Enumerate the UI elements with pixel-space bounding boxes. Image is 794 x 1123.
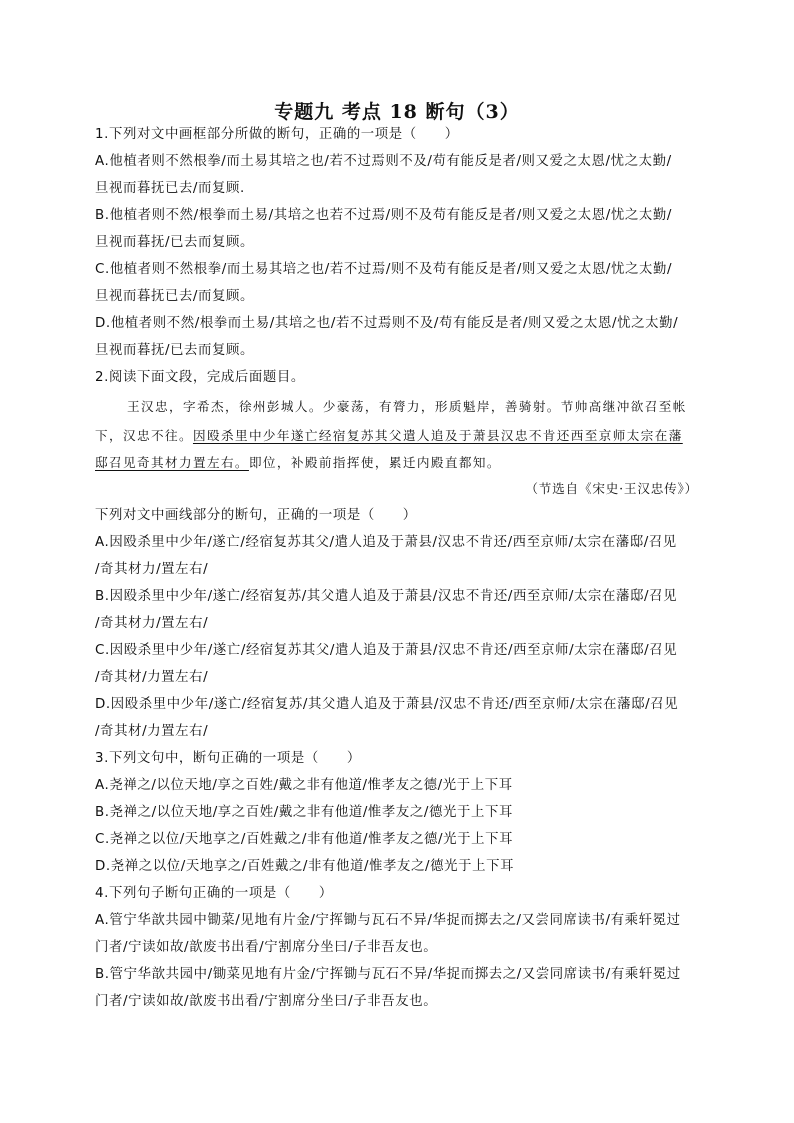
q2-passage-line1: 王汉忠，字希杰，徐州彭城人。少豪荡，有膂力，形质魁岸，善骑射。节帅高继冲欲召至帐 — [127, 399, 687, 414]
page-title: 专题九 考点 18 断句（3） — [274, 101, 520, 123]
q2-option-c-line1: C.因殴杀里中少年/遂亡/经宿复苏其父/遣人追及于萧县/汉忠不肯还/西至京师/太宗在藩邸/召见 — [95, 643, 678, 658]
q2-passage-line3-plain: 即位，补殿前指挥使，累迁内殿直都知。 — [248, 455, 501, 470]
q1-option-b-line1: B.他植者则不然/根拳而土易/其培之也若不过焉/则不及苟有能反是者/则又爱之太恩/忧之太勤/ — [95, 208, 672, 223]
q3-option-c: C.尧禅之以位/天地享之/百姓戴之/非有他道/惟孝友之德/光于上下耳 — [95, 832, 514, 847]
q2-option-a-line2: /奇其材力/置左右/ — [95, 562, 209, 577]
q2-option-b-line2: /奇其材力/置左右/ — [95, 616, 209, 631]
q2-passage-line2 — [95, 426, 705, 446]
q3-option-a: A.尧禅之/以位天地/享之百姓/戴之非有他道/惟孝友之德/光于上下耳 — [95, 778, 513, 793]
q2-option-b-line1: B.因殴杀里中少年/遂亡/经宿复苏/其父遣人追及于萧县/汉忠不肯还/西至京师/太宗在藩邸/召见 — [95, 589, 678, 604]
q2-passage-underlined-1: 因殴杀里中少年遂亡经宿复苏其父遣人追及于萧县汉忠不肯还西至京师太宗在藩 — [192, 428, 683, 443]
q2-passage-line2-plain: 下，汉忠不往。 — [95, 428, 193, 443]
q4-option-a-line2: 门者/宁读如故/歆废书出看/宁割席分坐曰/子非吾友也。 — [95, 940, 438, 955]
q3-stem: 3.下列文句中，断句正确的一项是（ ） — [95, 751, 361, 766]
q2-option-c-line2: /奇其材/力置左右/ — [95, 670, 209, 685]
q2-option-d-line1: D.因殴杀里中少年/遂亡/经宿复苏/其父遣人追及于萧县/汉忠不肯还/西至京师/太宗在藩邸/召见 — [95, 697, 679, 712]
q3-option-d: D.尧禅之以位/天地享之/百姓戴之/非有他道/惟孝友之/德光于上下耳 — [95, 859, 515, 874]
q2-passage-line3 — [95, 453, 705, 473]
q1-option-d-line1: D.他植者则不然/根拳而土易/其培之也/若不过焉则不及/苟有能反是者/则又爱之太恩/忧之太勤/ — [95, 316, 679, 331]
q2-option-d-line2: /奇其材/力置左右/ — [95, 724, 209, 739]
q1-option-c-line1: C.他植者则不然根拳/而土易其培之也/若不过焉/则不及苟有能反是者/则又爱之太恩/忧之太勤/ — [95, 262, 673, 277]
q1-option-b-line2: 旦视而暮抚/已去而复顾。 — [95, 235, 255, 250]
q1-stem: 1.下列对文中画框部分所做的断句，正确的一项是（ ） — [95, 127, 459, 142]
q1-option-a-line1: A.他植者则不然根拳/而土易其培之也/若不过焉则不及/苟有能反是者/则又爱之太恩/忧之太勤/ — [95, 154, 672, 169]
q2-question: 下列对文中画线部分的断句，正确的一项是（ ） — [95, 508, 417, 523]
q4-option-a-line1: A.管宁华歆共园中锄菜/见地有片金/宁挥锄与瓦石不异/华捉而掷去之/又尝同席读书/有乘轩冕过 — [95, 913, 681, 928]
q4-option-b-line1: B.管宁华歆共园中/锄菜见地有片金/宁挥锄与瓦石不异/华捉而掷去之/又尝同席读书/有乘轩冕过 — [95, 967, 681, 982]
q1-option-c-line2: 旦视而暮抚已去/而复顾。 — [95, 289, 255, 304]
q4-stem: 4.下列句子断句正确的一项是（ ） — [95, 886, 333, 901]
q1-option-a-line2: 旦视而暮抚已去/而复顾. — [95, 181, 245, 196]
q3-option-b: B.尧禅之/以位天地/享之百姓/戴之非有他道/惟孝友之/德光于上下耳 — [95, 805, 513, 820]
q2-option-a-line1: A.因殴杀里中少年/遂亡/经宿复苏其父/遣人追及于萧县/汉忠不肯还/西至京师/太宗在藩邸/召见 — [95, 535, 677, 550]
q4-option-b-line2: 门者/宁读如故/歆废书出看/宁割席分坐曰/子非吾友也。 — [95, 994, 438, 1009]
q2-stem: 2.阅读下面文段，完成后面题目。 — [95, 370, 305, 385]
q2-passage-underlined-2: 邸召见奇其材力置左右。 — [95, 455, 249, 470]
q2-source-citation: （节选自《宋史·王汉忠传》） — [525, 481, 698, 496]
q1-option-d-line2: 旦视而暮抚/已去而复顾。 — [95, 343, 255, 358]
